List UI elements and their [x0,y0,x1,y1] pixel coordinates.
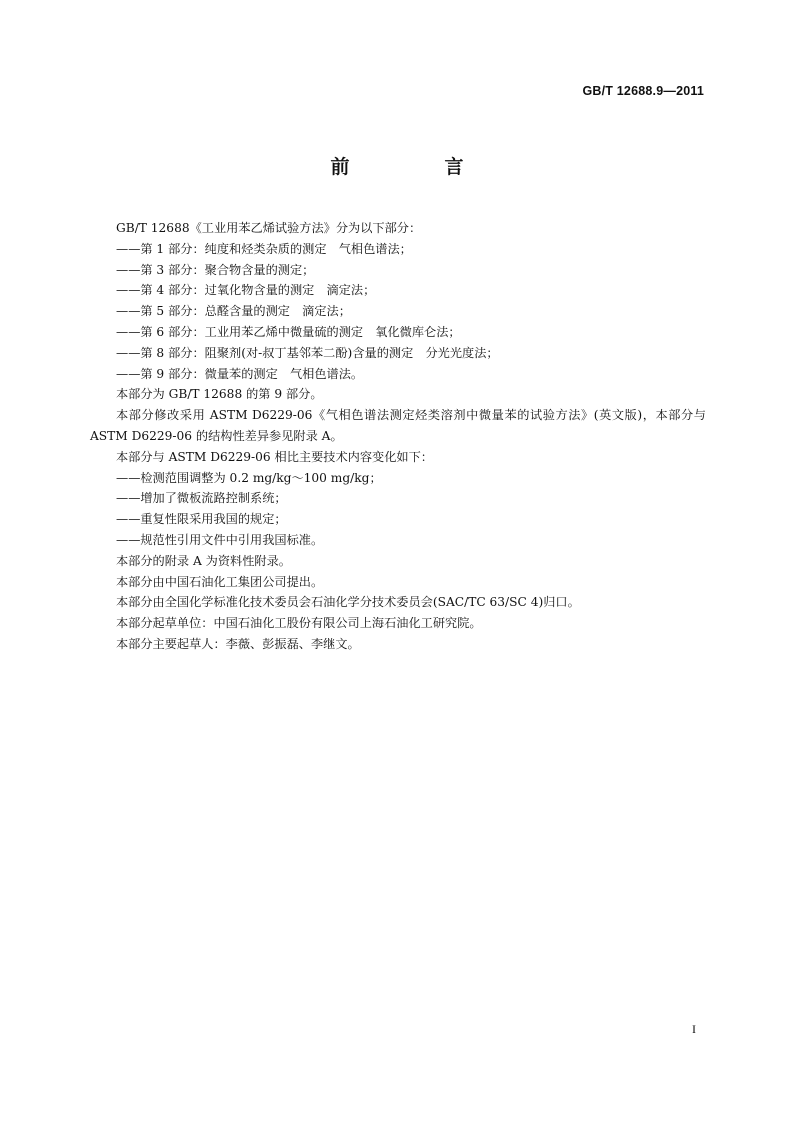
paragraph-drafters: 本部分主要起草人：李薇、彭振磊、李继文。 [116,636,360,651]
paragraph-astm-adoption: 本部分修改采用 ASTM D6229-06《气相色谱法测定烃类溶剂中微量苯的试验方法》(英文版)，本部分与 ASTM D6229-06 的结构性差异参见附录 A。 [90,408,706,443]
paragraph-part-statement: 本部分为 GB/T 12688 的第 9 部分。 [116,387,323,402]
paragraph-proposer: 本部分由中国石油化工集团公司提出。 [116,574,324,589]
foreword-body [90,218,706,655]
page-title: 前 言 [330,156,502,178]
list-item-change-references: ——规范性引用文件中引用我国标准。 [116,532,324,547]
paragraph-intro: GB/T 12688《工业用苯乙烯试验方法》分为以下部分： [116,221,422,235]
list-item-change-microplate: ——增加了微板流路控制系统； [116,491,287,506]
page-number: I [692,1022,696,1036]
paragraph-changes-intro: 本部分与 ASTM D6229-06 相比主要技术内容变化如下： [116,449,433,464]
list-item-part-5: ——第 5 部分：总醛含量的测定 滴定法； [116,304,351,319]
paragraph-committee: 本部分由全国化学标准化技术委员会石油化学分技术委员会(SAC/TC 63/SC 4)归口。 [116,595,580,610]
paragraph-drafting-unit: 本部分起草单位：中国石油化工股份有限公司上海石油化工研究院。 [116,616,482,631]
list-item-change-repeatability: ——重复性限采用我国的规定； [116,512,287,527]
list-item-part-6: ——第 6 部分：工业用苯乙烯中微量硫的测定 氧化微库仑法； [116,324,461,339]
document-code: GB/T 12688.9—2011 [582,84,704,98]
list-item-part-9: ——第 9 部分：微量苯的测定 气相色谱法。 [116,366,364,381]
list-item-part-3: ——第 3 部分：聚合物含量的测定； [116,262,315,277]
paragraph-annex: 本部分的附录 A 为资料性附录。 [116,553,291,568]
list-item-part-1: ——第 1 部分：纯度和烃类杂质的测定 气相色谱法； [116,241,412,256]
list-item-part-8: ——第 8 部分：阻聚剂(对-叔丁基邻苯二酚)含量的测定 分光光度法； [116,345,499,360]
list-item-change-range: ——检测范围调整为 0.2 mg/kg～100 mg/kg； [116,470,382,485]
list-item-part-4: ——第 4 部分：过氧化物含量的测定 滴定法； [116,283,376,298]
